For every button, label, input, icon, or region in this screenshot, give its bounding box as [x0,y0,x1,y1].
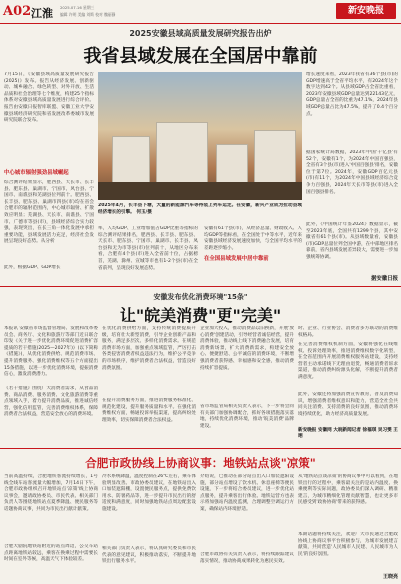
newspaper-logo: 新安晚报 [336,3,396,19]
story2-byline: 新安晚报 安徽网 大皖新闻记者 徐福琪 吴习雯 王翊 [298,428,398,440]
page-header [0,0,401,24]
story1-photo-caption: 2025年4月，长丰县下塘，大量的新能源汽车等待装上列车运走。在安徽，新兴产业成为拉动县域经济增长的引擎。 何玉/摄 [98,203,302,215]
story2-col4-para2: 在完善消费维权机制方面，安徽将强化在线维权、投诉处理效率，推进消费维权数字化转型，在全省范围内开展消费维权服务站建设，支持经营者主动承诺线下无理由退货，畅通消费者诉求渠道，推动消费纠纷源头化解，不断提升消费者满意度。 [298,342,398,380]
story1-col1-para2: 综合测评结果显示，肥西县、天长市、长丰县、肥东县、巢湖市、宁国市、风台县、宁国市、南谯县和芜湖县位列前十。肥西县、长丰县、肥东县、巢湖市四县(市)均在省会合肥市的辐射范围内，中心城市辐射、扩散效应明显；芜湖县、天长市、南谯县、宁国市、广德市等县(市)，县域经济综合实力较强，表现突出，在长三角一体化发展中承担重要功能，县域发展活力充足，经济社会发展呈现良好态势。从分析 [4,180,94,245]
story1-photo [98,72,302,200]
page-number: A02 [3,4,32,19]
story1-col3-para3: 此外，《中国统计年鉴2024》数据显示，截至2023年底，全国共有1299个县，其中安徽省有61个县(市)。从县域数量看，安徽县(市)GDP总量位列全国中游，在中部地区排名靠前，省内县域发展差异较大，需要进一步加强统筹协调。 [306,222,398,260]
story3-col1-para2: 合肥大剧院地铁站附近的站点周边，公交车站点距离地铁站较远，乘客在换乘过程中需要长时间在室外等候，高温天气下体验较差。 [4,544,98,563]
story3-col3-para1: 介绍说，已推动在部分站点出入口加装遮阳设施，部分站点增设了饮水机、休息座椅等便民设施，下一步将结合委员建议，进一步优化站点服务，提升乘客出行体验。地铁运营方也表示将加强站内温度监测，合理调整空调运行方案，确保站内环境舒适。 [200,474,294,512]
story1-headline: 我省县域发展在全国居中靠前 [83,46,318,67]
story1-byline: 据安徽日报 [371,276,398,282]
story3-col1-para1: 当前高温持续，合肥地铁客流持续增长，1号线全线车站客流量大幅增加，7月14日下午，合肥市政协组织召开地铁站点'凉策'线上协商议事会，邀请政协委员、市民代表、相关部门负责人等围绕地铁站点夏季降温、便民服务等话题协商议事，共同为市民出行献计献策。 [4,474,98,512]
story3-col4-para1: 从'地铁站点谈凉策'的协商议事中可以看到，在地铁出行的过程中，乘客最关注的是站内温度、换乘便利等实际问题，政协委员们深入调研、精准建言，为城市精细化管理贡献智慧，也让更多市民感受到'政协协商'带来的获得感。 [298,474,398,506]
story1-kicker: 2025安徽县域高质量发展研究报告出炉 [129,29,272,38]
story2-col4-para3: 此外，安徽还将加强消费宣传教育，普及消费知识，增强消费者维权意识和能力，营造全社会共同关注消费、支持消费的良好氛围，推动消费环境持续优化，助力经济高质量发展。 [298,392,398,417]
story1-col2b-text: 安徽有61个县(市)，从经济总量、财政收入、人均GDP等指标看，在全国处于中等水平，近年来安徽县域经济发展速度加快，与全国平均水平的差距逐步缩小。 [204,226,302,251]
story1-col1-para3: 此外，根据GDP、GDP增长 [4,265,61,270]
story2-col3-para1: 企业加大投入，推动消费品以旧换新，开展'放心消费'创建活动，引导经营者诚信经营，提升消费体验，推动线上线下消费融合发展，培育消费新场景，扩大消费新需求，构建安全放心、便捷舒适、公平诚信的消费环境，不断增强消费者获得感、幸福感和安全感，推动消费持续扩容提质。 [200,326,294,371]
story3-col3-para2: 合肥市政协有关负责人表示，将持续跟踪建议落实情况，推动协商成果转化为惠民实效。 [200,552,294,564]
story2-headline: 让"皖美消费"更"完美" [119,306,282,325]
story3-headline: 合肥市政协线上协商议事：地铁站点谈"凉策" [85,456,316,470]
story1-col1-subhead: 中心城市辐射强劲县域崛起 [4,170,69,176]
story3-col4-para2: 本期话题将持续关注，欢迎广大市民通过合肥政协线上协商议事平台积极参与，为城市发展建言献策，共同营造'人民城市人民建、人民城市为人民'的良好氛围。 [298,532,398,557]
story1-col1-para1: 7月15日，《安徽县域高质量发展研究报告(2025)》发布。报告从经济发展、创新驱动、城乡融合、绿色转型、对外开放、生活品质和社会治理等七个维度，构建25个指标体系对安徽县域高质量发展进行综合评价。报告由安徽日报智库联盟、安徽工业大学安徽县域经济研究院和省发展改革委城市发展研究院联合发布。 [4,72,94,124]
story2-col2-para2: 在提升消费服务方面，推进消费服务标准化、规范化建设，提升服务质量和水平。在强化消费维权方面，畅通投诉举报渠道，提高纠纷处理效率，切实保障消费者合法权益。 [102,398,196,423]
story2-col1-para2: 《若干措施》围绕广大消费者需求，从食品消费、商品消费、服务消费、文化旅游消费等重点领域入手，着力提升消费品质，推进诚信经营，强化信用监管，完善消费维权体系，保障消费者合法权益，营造安全放心的消费环境。 [4,386,98,418]
editor-line: 编辑 许明 美编 刘斯 校对 魏丽静 [60,12,116,17]
story3-col2-para2: 相关部门负责人表示，将认真研究委员和市民代表的意见建议，积极推动落实，不断提升地铁出行服务水平。 [102,546,196,565]
date-line: 2025.07.16 星期三 [60,5,95,10]
story2-col2-para1: 在优化消费供给方面，支持传统消费提质升级，培育壮大新型消费，引导企业创新产品和服务，满足多层次、多样化消费需求。在规范消费市场方面，加强重点领域监管，严厉打击各类侵害消费者权益违法行为，维护公平竞争的市场秩序，维护消费者合法权益，营造良好消费氛围。 [102,326,196,371]
story3-byline: 王晓亮 [382,574,398,580]
story2-col3-para2: 省市场监管局相关负责人表示，下一步将会同有关部门加强协调配合，抓好各项措施落实落地，持续优化消费环境，推动'皖美消费'品牌建设。 [200,404,294,429]
story2-col4-para1: 时、企业、行业协会、消费者多方联动的消费维权格局。 [298,326,398,338]
story1-col2-subhead: 在全国县域发展中居中靠前 [204,256,269,262]
story3-col2-para1: 冷水系统降温，温度控制在26℃左右，乘车体验明显改善。市政协委员建议，在地铁站出入口加装遮阳棚，设置便民服务点，提供免费饮用水、防暑药品等，进一步提升市民出行的舒适度和满意度，同时加强地铁站点周边配套设施建设。 [102,474,196,512]
story1-col2-para1: 率，人均GDP、工业增加值占GDP比重等指标的综合测评结果排名，肥西县、长丰县、肥东县、天长市、肥东县、宁国市、巢湖市、长丰县、凤台县和无为市等县(市)位列前十，从地区分布来看，合肥有4个县(市)进入全省前十位，占据榜首，芜湖、滁州、宣城等市也有1-2个县(市)在全省前列，呈现良好发展态势。 [98,226,198,271]
story2-col1-para1: 本报讯 安徽省市场监督管理局、发展和改革委员会、商务厅、文化和旅游厅等部门近日联合印发《关于进一步优化消费环境促进消费扩容提质的若干措施(2025—2027年)》(以下简称《措施》)，从优化消费供给、规范消费市场、提升消费服务、强化消费维权等五个方面提出15条措施，以进一步优化消费环境，提振消费信心，激发消费潜力。 [4,326,98,378]
story2-kicker: 安徽发布优化消费环境"15条" [153,293,248,301]
story1-col3-para2: 据国家统计局数据，2023年中国'千亿县'有52个，安徽有1个，为2024年中国百强县，全省有3个县(市)进入'中国百强县'排名，安徽位于第7位。2024年，安徽GDP百亿元县(市)有11个，为2024年中国县域经济综合竞争力百强县，2024年天长市等县(市)进入全国百强县排名。 [306,150,398,195]
story1-col3-para1: 增长速度来看，2023年我省有36个县(市)的GDP增速高于全省平均水平，有2024年这个数字达到42个。从县域GDP占全省比重看，2023年安徽县域GDP总量达到22143亿元，GDP总量占全省的比重为47.1%，2024年县域GDP总量占比为47.5%，提升了0.4个百分点。 [306,72,398,117]
section-name: 江淮 [31,7,53,20]
